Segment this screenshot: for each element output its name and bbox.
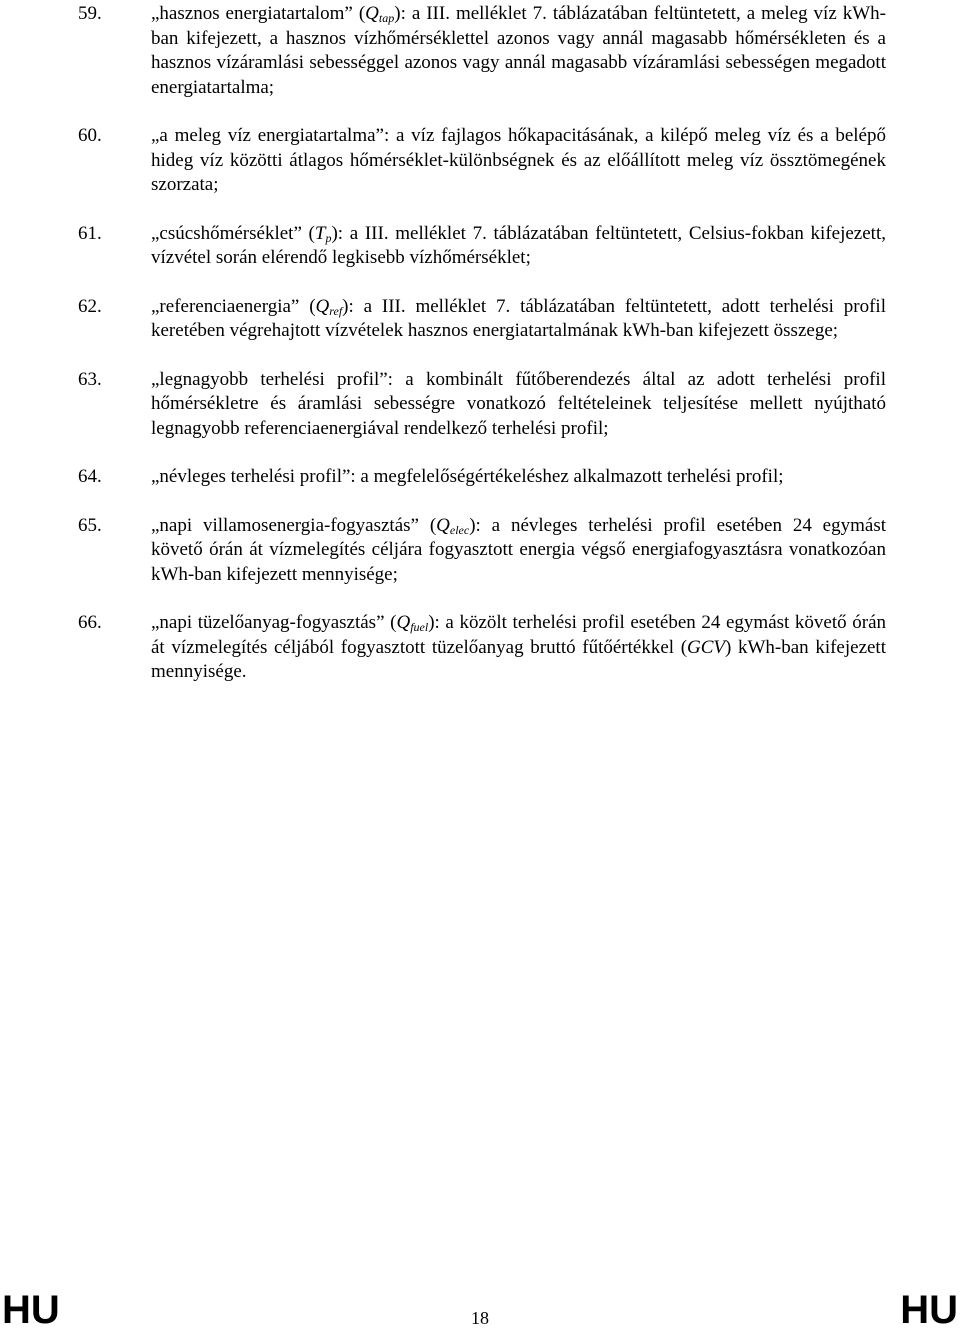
definition-number: 64.	[78, 466, 102, 487]
definition-number: 62.	[78, 295, 102, 317]
definition-text: „csúcshőmérséklet” $(T_p)$: a III. melléklet 7. táblázatában feltüntetett, Celsius-fokban kifejezett, vízvétel során elérendő legkisebb vízhőmérséklet;	[151, 222, 886, 268]
symbol-subscript: elec	[449, 522, 470, 537]
definition-62	[78, 295, 886, 344]
definition-text: „hasznos energiatartalom” $(Q_{tap})$: a III. melléklet 7. táblázatában feltüntetett, a meleg víz kWh-ban kifejezett, a hasznos vízhőmérséklettel azonos vagy annál magasabb hőmérsékleten és a hasznos vízáramlási sebességgel azonos vagy annál magasabb vízáramlási sebességen megadott energiatartalma;	[151, 3, 887, 98]
symbol: Q	[315, 295, 330, 317]
definition-66	[78, 611, 886, 685]
definition-text: „a meleg víz energiatartalma”: a víz fajlagos hőkapacitásának, a kilépő meleg víz és a belépő hideg víz közötti átlagos hőmérséklet-különbségnek és az előállított meleg víz össztömegének szorzata;	[151, 125, 886, 195]
definition-text: „névleges terhelési profil”: a megfelelőségértékeléshez alkalmazott terhelési profil;	[151, 466, 784, 487]
definition-64	[78, 465, 886, 490]
symbol: Q	[436, 514, 450, 536]
symbol: Q	[365, 3, 379, 24]
symbol-subscript: tap	[378, 11, 395, 25]
definition-number: 66.	[78, 612, 102, 633]
footer-language-code-left: HU	[2, 1288, 60, 1332]
definition-text: „napi tüzelőanyag-fogyasztás” $(Q_{fuel})$: a közölt terhelési profil esetében 24 egymást követő órán át vízmelegítés céljából fogyasztott tüzelőanyag bruttó fűtőértékkel (GCV) kWh-ban kifejezett mennyisége.	[151, 612, 887, 682]
definition-number: 61.	[78, 222, 102, 244]
definition-text: „napi villamosenergia-fogyasztás” $(Q_{elec})$: a névleges terhelési profil esetében 24 egymást követő órán át vízmelegítés céljára fogyasztott energia végső energiafogyasztásra vonatkozóan kWh-ban kifejezett mennyisége;	[151, 514, 886, 585]
symbol-subscript: fuel	[410, 620, 429, 634]
definition-63	[78, 368, 886, 442]
definition-number: 59.	[78, 3, 102, 24]
symbol-subscript: ref	[329, 303, 343, 318]
definition-list	[78, 2, 886, 709]
definition-65	[78, 514, 886, 588]
definition-61	[78, 222, 886, 271]
symbol-subscript: p	[325, 230, 332, 245]
definition-text: „legnagyobb terhelési profil”: a kombinált fűtőberendezés által az adott terhelési profil hőmérsékletre és áramlási sebességre vonatkozó feltételeinek teljesítése mellett nyújtható legnagyobb referenciaenergiával rendelkező terhelési profil;	[151, 368, 886, 439]
definition-number: 60.	[78, 125, 102, 146]
definition-59	[78, 2, 886, 100]
symbol: Q	[396, 612, 411, 633]
footer-language-code-right: HU	[900, 1288, 958, 1332]
symbol: T	[314, 222, 326, 244]
symbol-gcv: GCV	[687, 636, 726, 658]
definition-number: 65.	[78, 514, 102, 536]
page-number: 18	[471, 1308, 489, 1328]
definition-text: „referenciaenergia” $(Q_{ref})$: a III. melléklet 7. táblázatában feltüntetett, adott terhelési profil keretében végrehajtott vízvételek hasznos energiatartalmának kWh-ban kifejezett összege;	[151, 295, 886, 341]
definition-number: 63.	[78, 368, 102, 390]
definition-60	[78, 124, 886, 198]
